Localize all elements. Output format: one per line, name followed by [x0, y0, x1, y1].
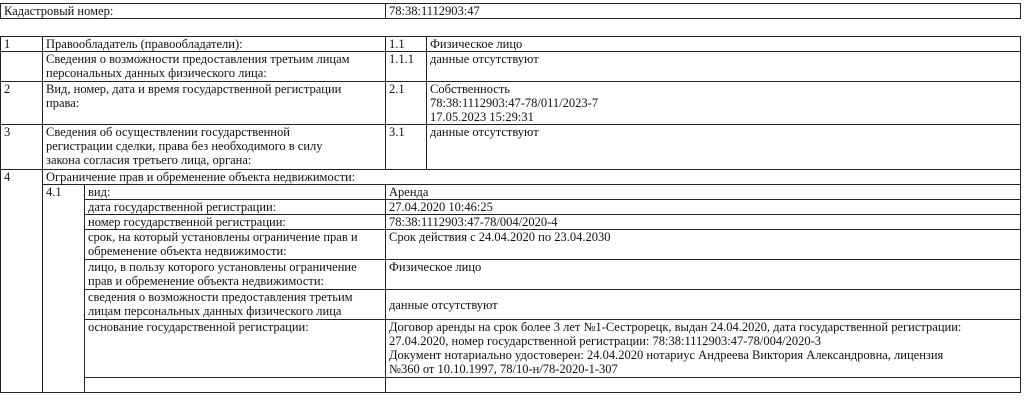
encumbrance-field-value: данные отсутствуют — [386, 290, 1021, 320]
cadastral-header-table — [0, 3, 1021, 19]
empty-cell — [85, 378, 386, 393]
encumbrance-field-value: Договор аренды на срок более 3 лет №1-Сестрорецк, выдан 24.04.2020, дата государственной регистрации: 27.04.2020, номер государственной регистрации: 78:38:1112903:47-78/004/2020-3 Документ нотариально удостоверен: 24.04.2020 нотариус Андреева Виктория Александровна, лицензия №360 от 10.10.1997, 78/10-н/78-2020-1-307 — [386, 320, 1021, 378]
subsection-number-4-1: 4.1 — [43, 185, 85, 393]
cadastral-number-label: Кадастровый номер: — [1, 4, 386, 19]
encumbrance-label: Ограничение прав и обременение объекта недвижимости: — [43, 170, 1021, 185]
empty-cell — [386, 378, 1021, 393]
transaction-consent-value: данные отсутствуют — [427, 125, 1021, 170]
registration-label: Вид, номер, дата и время государственной регистрации права: — [43, 82, 386, 125]
encumbrance-field-label: вид: — [85, 185, 386, 200]
encumbrance-field-label: основание государственной регистрации: — [85, 320, 386, 378]
subsection-number-2-1: 2.1 — [386, 82, 427, 125]
encumbrance-field-label: лицо, в пользу которого установлены ограничение прав и обременение объекта недвижимости: — [85, 260, 386, 290]
row-2 — [1, 82, 1021, 125]
row-1-1-1 — [1, 52, 1021, 82]
encumbrance-field-label: номер государственной регистрации: — [85, 215, 386, 230]
encumbrance-field-value: Физическое лицо — [386, 260, 1021, 290]
encumbrance-field-value: Срок действия с 24.04.2020 по 23.04.2030 — [386, 230, 1021, 260]
cadastral-number-value: 78:38:1112903:47 — [386, 4, 1021, 19]
third-party-info-label: Сведения о возможности предоставления третьим лицам персональных данных физического лица: — [43, 52, 386, 82]
encumbrance-row — [1, 215, 1021, 230]
section-number-3: 3 — [1, 125, 43, 170]
rightholder-value: Физическое лицо — [427, 37, 1021, 52]
encumbrance-row — [1, 230, 1021, 260]
registration-value: Собственность 78:38:1112903:47-78/011/2023-7 17.05.2023 15:29:31 — [427, 82, 1021, 125]
section-number-4: 4 — [1, 170, 43, 393]
transaction-consent-label: Сведения об осуществлении государственной регистрации сделки, права без необходимого в силу закона согласия третьего лица, органа: — [43, 125, 386, 170]
encumbrance-row — [1, 320, 1021, 378]
encumbrance-row — [1, 185, 1021, 200]
third-party-info-value: данные отсутствуют — [427, 52, 1021, 82]
encumbrance-field-label: сведения о возможности предоставления третьим лицам персональных данных физического лица — [85, 290, 386, 320]
empty-cell — [1, 52, 43, 82]
encumbrance-field-label: срок, на который установлены ограничение прав и обременение объекта недвижимости: — [85, 230, 386, 260]
rights-table — [0, 36, 1021, 393]
subsection-number-1-1-1: 1.1.1 — [386, 52, 427, 82]
row-4 — [1, 170, 1021, 185]
section-number-2: 2 — [1, 82, 43, 125]
encumbrance-row-cut — [1, 378, 1021, 393]
rightholder-label: Правообладатель (правообладатели): — [43, 37, 386, 52]
encumbrance-field-value: 27.04.2020 10:46:25 — [386, 200, 1021, 215]
encumbrance-row — [1, 200, 1021, 215]
encumbrance-field-value: Аренда — [386, 185, 1021, 200]
row-1 — [1, 37, 1021, 52]
encumbrance-field-value: 78:38:1112903:47-78/004/2020-4 — [386, 215, 1021, 230]
subsection-number-1-1: 1.1 — [386, 37, 427, 52]
encumbrance-row — [1, 290, 1021, 320]
encumbrance-row — [1, 260, 1021, 290]
row-3 — [1, 125, 1021, 170]
section-number-1: 1 — [1, 37, 43, 52]
subsection-number-3-1: 3.1 — [386, 125, 427, 170]
encumbrance-field-label: дата государственной регистрации: — [85, 200, 386, 215]
